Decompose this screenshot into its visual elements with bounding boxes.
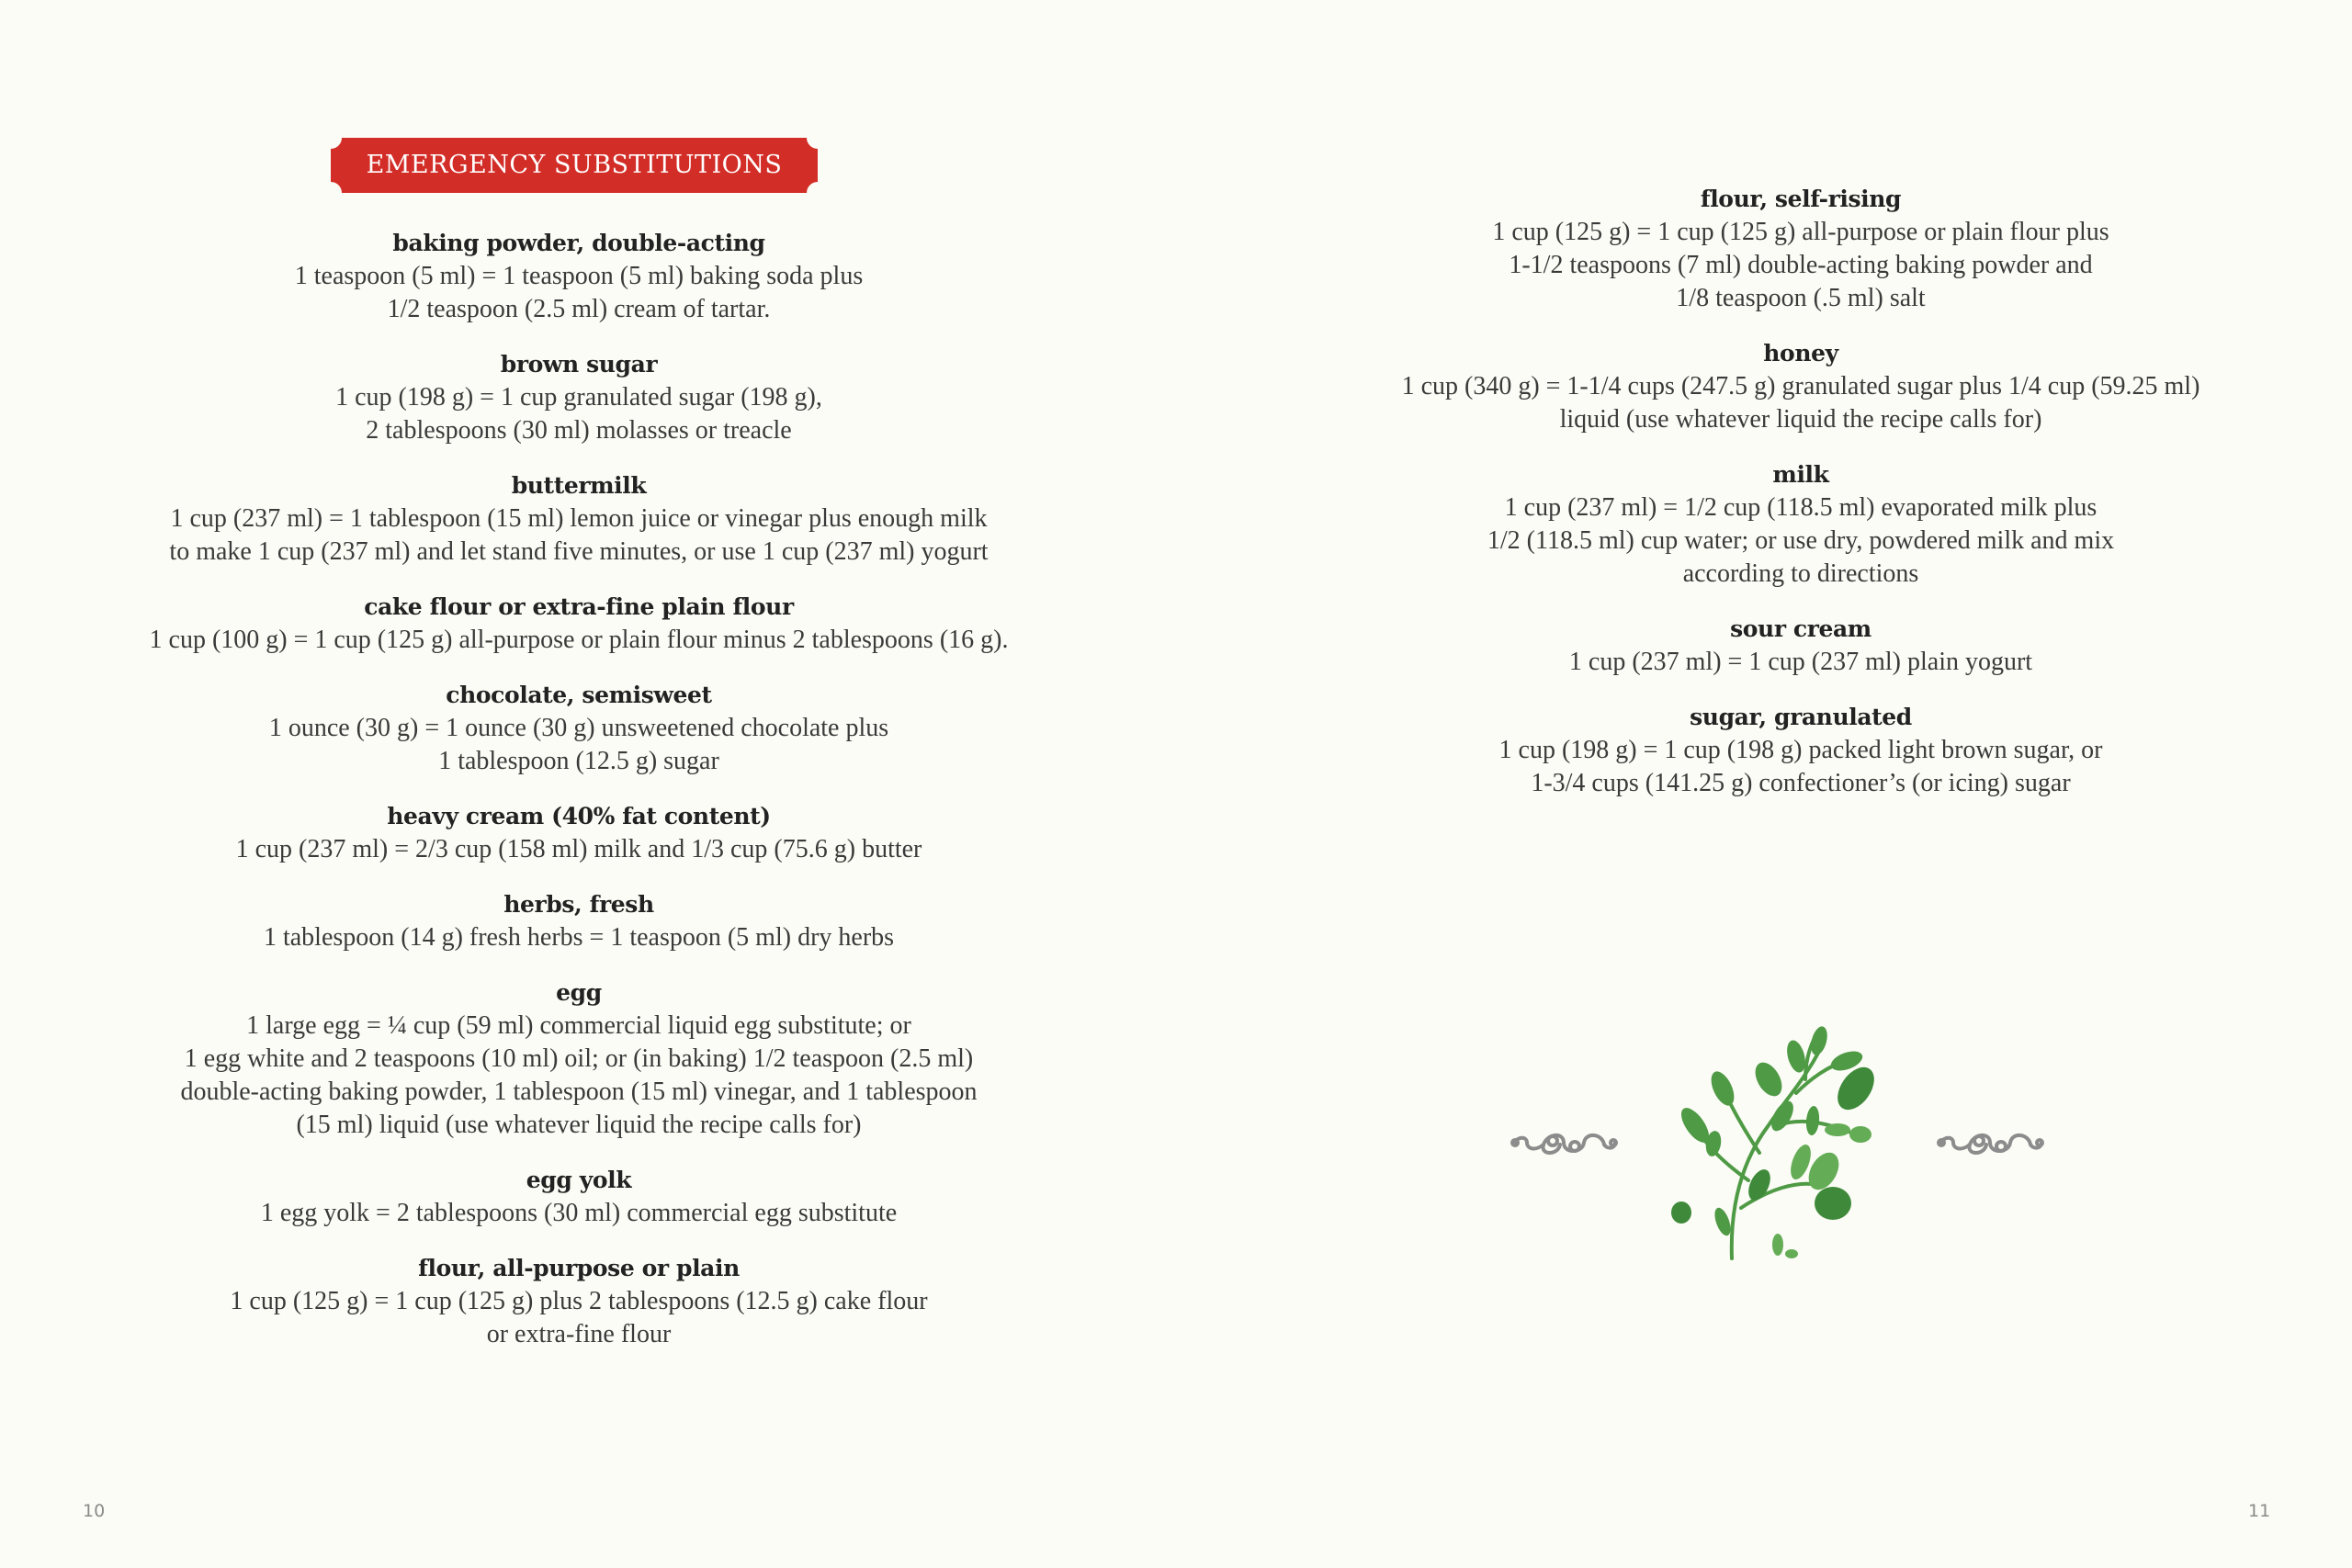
entry-line: 1 ounce (30 g) = 1 ounce (30 g) unsweetened chocolate plus	[268, 714, 889, 742]
entry-title: sour cream	[1730, 615, 1871, 642]
entry-title: honey	[1763, 340, 1838, 367]
substitution-entry	[119, 348, 1038, 447]
entry-line: 1 cup (198 g) = 1 cup granulated sugar (198 g),	[335, 383, 822, 412]
substitution-entry	[119, 227, 1038, 326]
page-number: 11	[2248, 1501, 2271, 1521]
entry-line: 1 teaspoon (5 ml) = 1 teaspoon (5 ml) baking soda plus	[294, 262, 864, 290]
entry-line: 1/8 teaspoon (.5 ml) salt	[1676, 284, 1926, 312]
substitution-entry	[119, 1252, 1038, 1351]
entry-line: 1 cup (198 g) = 1 cup (198 g) packed light brown sugar, or	[1498, 736, 2103, 764]
entry-line: or extra-fine flour	[486, 1320, 672, 1348]
entry-line: 1 cup (237 ml) = 1 tablespoon (15 ml) lemon juice or vinegar plus enough milk	[170, 504, 988, 533]
entry-line: 1 cup (340 g) = 1-1/4 cups (247.5 g) granulated sugar plus 1/4 cup (59.25 ml)	[1401, 372, 2200, 400]
entry-line: according to directions	[1682, 559, 1919, 588]
entry-line: 2 tablespoons (30 ml) molasses or treacle	[366, 416, 792, 445]
substitution-entry	[1318, 183, 2283, 315]
entry-title: heavy cream (40% fat content)	[387, 803, 771, 829]
entry-title: brown sugar	[500, 351, 658, 378]
entry-title: herbs, fresh	[503, 891, 654, 918]
substitution-entry	[1318, 613, 2283, 679]
entry-line: 1 egg white and 2 teaspoons (10 ml) oil; or (in baking) 1/2 teaspoon (2.5 ml)	[184, 1044, 974, 1073]
entry-line: to make 1 cup (237 ml) and let stand five minutes, or use 1 cup (237 ml) yogurt	[169, 537, 989, 566]
page-number: 10	[83, 1501, 106, 1521]
entry-line: 1/2 (118.5 ml) cup water; or use dry, powdered milk and mix	[1487, 526, 2115, 555]
right-column	[1318, 183, 2283, 822]
scroll-ornament-icon	[1507, 1124, 1622, 1161]
entry-title: egg	[556, 979, 602, 1006]
entry-title: baking powder, double-acting	[392, 230, 765, 256]
entry-title: flour, all-purpose or plain	[418, 1255, 740, 1281]
entry-line: 1 cup (237 ml) = 1 cup (237 ml) plain yogurt	[1568, 648, 2033, 676]
entry-line: 1 tablespoon (14 g) fresh herbs = 1 teaspoon (5 ml) dry herbs	[263, 923, 895, 952]
entry-line: 1 egg yolk = 2 tablespoons (30 ml) commercial egg substitute	[260, 1199, 898, 1227]
entry-title: sugar, granulated	[1690, 704, 1912, 730]
entry-line: 1 tablespoon (12.5 g) sugar	[438, 747, 719, 775]
substitution-entry	[119, 1164, 1038, 1230]
herb-sprig-icon	[1668, 1024, 1888, 1263]
left-column	[119, 227, 1038, 1373]
substitution-entry	[119, 800, 1038, 866]
entry-title: chocolate, semisweet	[446, 682, 712, 708]
substitution-entry	[1318, 701, 2283, 800]
entry-line: 1-1/2 teaspoons (7 ml) double-acting baking powder and	[1509, 251, 2093, 279]
entry-title: egg yolk	[526, 1167, 632, 1193]
entry-line: 1 cup (125 g) = 1 cup (125 g) all-purpose or plain flour plus	[1492, 218, 2109, 246]
substitution-entry	[119, 469, 1038, 569]
scroll-ornament-icon	[1933, 1124, 2048, 1161]
entry-title: flour, self-rising	[1700, 186, 1902, 212]
substitution-entry	[1318, 458, 2283, 591]
substitution-entry	[119, 591, 1038, 657]
entry-line: 1 cup (125 g) = 1 cup (125 g) plus 2 tablespoons (12.5 g) cake flour	[230, 1287, 928, 1315]
entry-line: (15 ml) liquid (use whatever liquid the recipe calls for)	[296, 1111, 862, 1139]
entry-title: buttermilk	[511, 472, 647, 499]
substitution-entry	[119, 976, 1038, 1142]
substitution-entry	[1318, 337, 2283, 436]
entry-line: 1 cup (237 ml) = 1/2 cup (118.5 ml) evaporated milk plus	[1504, 493, 2098, 522]
entry-line: 1 cup (237 ml) = 2/3 cup (158 ml) milk and 1/3 cup (75.6 g) butter	[235, 835, 922, 863]
entry-line: liquid (use whatever liquid the recipe calls for)	[1559, 405, 2042, 434]
entry-line: 1 cup (100 g) = 1 cup (125 g) all-purpose or plain flour minus 2 tablespoons (16 g).	[149, 626, 1009, 654]
section-title: EMERGENCY SUBSTITUTIONS	[366, 151, 783, 179]
entry-line: 1/2 teaspoon (2.5 ml) cream of tartar.	[387, 295, 771, 323]
entry-title: milk	[1772, 461, 1829, 488]
entry-line: double-acting baking powder, 1 tablespoon (15 ml) vinegar, and 1 tablespoon	[180, 1077, 978, 1106]
section-banner	[331, 138, 818, 193]
entry-line: 1 large egg = ¼ cup (59 ml) commercial liquid egg substitute; or	[246, 1011, 911, 1040]
substitution-entry	[119, 679, 1038, 778]
entry-line: 1-3/4 cups (141.25 g) confectioner’s (or icing) sugar	[1531, 769, 2071, 797]
substitution-entry	[119, 888, 1038, 954]
entry-title: cake flour or extra-fine plain flour	[364, 593, 794, 620]
